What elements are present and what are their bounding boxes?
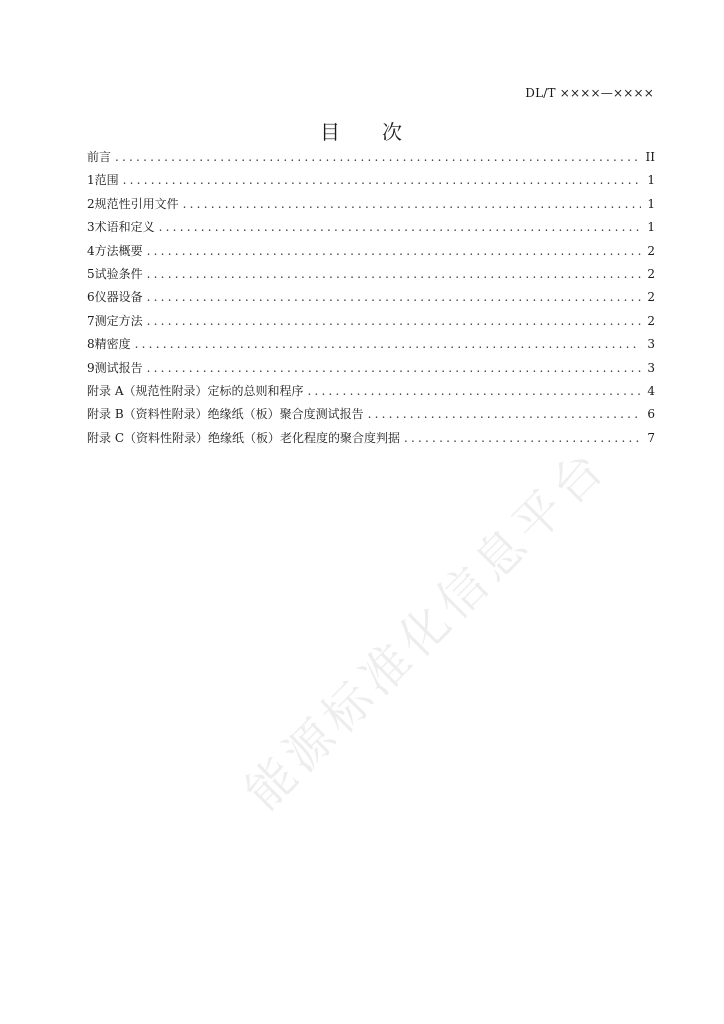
toc-leader-dots bbox=[147, 357, 641, 380]
toc-entry-number: 7 bbox=[87, 313, 95, 328]
toc-entry-page: 4 bbox=[647, 383, 655, 398]
toc-entry-page: 1 bbox=[647, 220, 655, 235]
toc-entry-5[interactable] bbox=[87, 263, 655, 286]
toc-entry-appendix-a[interactable] bbox=[87, 380, 655, 403]
toc-entry-page: 1 bbox=[647, 173, 655, 188]
toc-title bbox=[0, 116, 724, 145]
toc-title-char-2: 次 bbox=[382, 120, 404, 144]
standard-code: DL/T ××××—×××× bbox=[525, 86, 654, 100]
toc-leader-dots bbox=[147, 286, 641, 309]
toc-entry-foreword[interactable] bbox=[87, 146, 655, 169]
toc-entry-number: 3 bbox=[87, 220, 95, 235]
toc-entry-number: 1 bbox=[87, 173, 95, 188]
toc-entry-label: 方法概要 bbox=[94, 243, 143, 258]
toc-entry-label: 术语和定义 bbox=[94, 220, 155, 235]
toc-entry-label: 测试报告 bbox=[94, 360, 143, 375]
toc-entry-page: 7 bbox=[647, 430, 655, 445]
toc-entry-number: 4 bbox=[87, 243, 95, 258]
toc-entry-4[interactable] bbox=[87, 240, 655, 263]
toc-entry-page: 2 bbox=[647, 290, 655, 305]
toc-entry-page: 3 bbox=[647, 360, 655, 375]
toc-entry-label: 规范性引用文件 bbox=[94, 196, 179, 211]
toc-entry-page: 3 bbox=[647, 337, 655, 352]
toc-leader-dots bbox=[404, 427, 641, 450]
toc-entry-page: 2 bbox=[647, 313, 655, 328]
table-of-contents bbox=[87, 146, 655, 450]
toc-entry-7[interactable] bbox=[87, 310, 655, 333]
toc-entry-label: 附录 C（资料性附录）绝缘纸（板）老化程度的聚合度判据 bbox=[87, 430, 400, 445]
toc-entry-number: 9 bbox=[87, 360, 95, 375]
toc-entry-6[interactable] bbox=[87, 286, 655, 309]
toc-entry-label: 测定方法 bbox=[94, 313, 143, 328]
toc-entry-label: 范围 bbox=[94, 173, 119, 188]
toc-entry-label: 附录 A（规范性附录）定标的总则和程序 bbox=[87, 383, 304, 398]
toc-entry-number: 5 bbox=[87, 266, 95, 281]
toc-leader-dots bbox=[123, 169, 641, 192]
toc-leader-dots bbox=[307, 380, 641, 403]
toc-entry-1[interactable] bbox=[87, 169, 655, 192]
toc-entry-2[interactable] bbox=[87, 193, 655, 216]
toc-entry-appendix-b[interactable] bbox=[87, 403, 655, 426]
toc-entry-3[interactable] bbox=[87, 216, 655, 239]
toc-leader-dots bbox=[147, 263, 641, 286]
toc-entry-page: 2 bbox=[647, 266, 655, 281]
toc-leader-dots bbox=[159, 216, 641, 239]
toc-entry-8[interactable] bbox=[87, 333, 655, 356]
toc-leader-dots bbox=[368, 403, 641, 426]
toc-entry-page: 2 bbox=[647, 243, 655, 258]
toc-leader-dots bbox=[135, 333, 641, 356]
toc-leader-dots bbox=[147, 310, 641, 333]
toc-title-char-1: 目 bbox=[320, 120, 342, 144]
toc-leader-dots bbox=[147, 240, 641, 263]
toc-leader-dots bbox=[183, 193, 641, 216]
toc-entry-page: 6 bbox=[647, 407, 655, 422]
toc-entry-label: 精密度 bbox=[94, 337, 131, 352]
toc-entry-page: 1 bbox=[647, 196, 655, 211]
toc-entry-label: 试验条件 bbox=[94, 266, 143, 281]
toc-entry-label: 前言 bbox=[87, 150, 112, 164]
watermark: 能源标准化信息平台 bbox=[234, 437, 619, 821]
toc-entry-number: 2 bbox=[87, 196, 95, 211]
toc-entry-number: 8 bbox=[87, 337, 95, 352]
toc-entry-number: 6 bbox=[87, 290, 95, 305]
toc-entry-label: 附录 B（资料性附录）绝缘纸（板）聚合度测试报告 bbox=[87, 407, 364, 422]
toc-entry-label: 仪器设备 bbox=[94, 290, 143, 305]
toc-entry-page: II bbox=[645, 150, 655, 164]
toc-leader-dots bbox=[115, 146, 641, 169]
toc-entry-9[interactable] bbox=[87, 357, 655, 380]
